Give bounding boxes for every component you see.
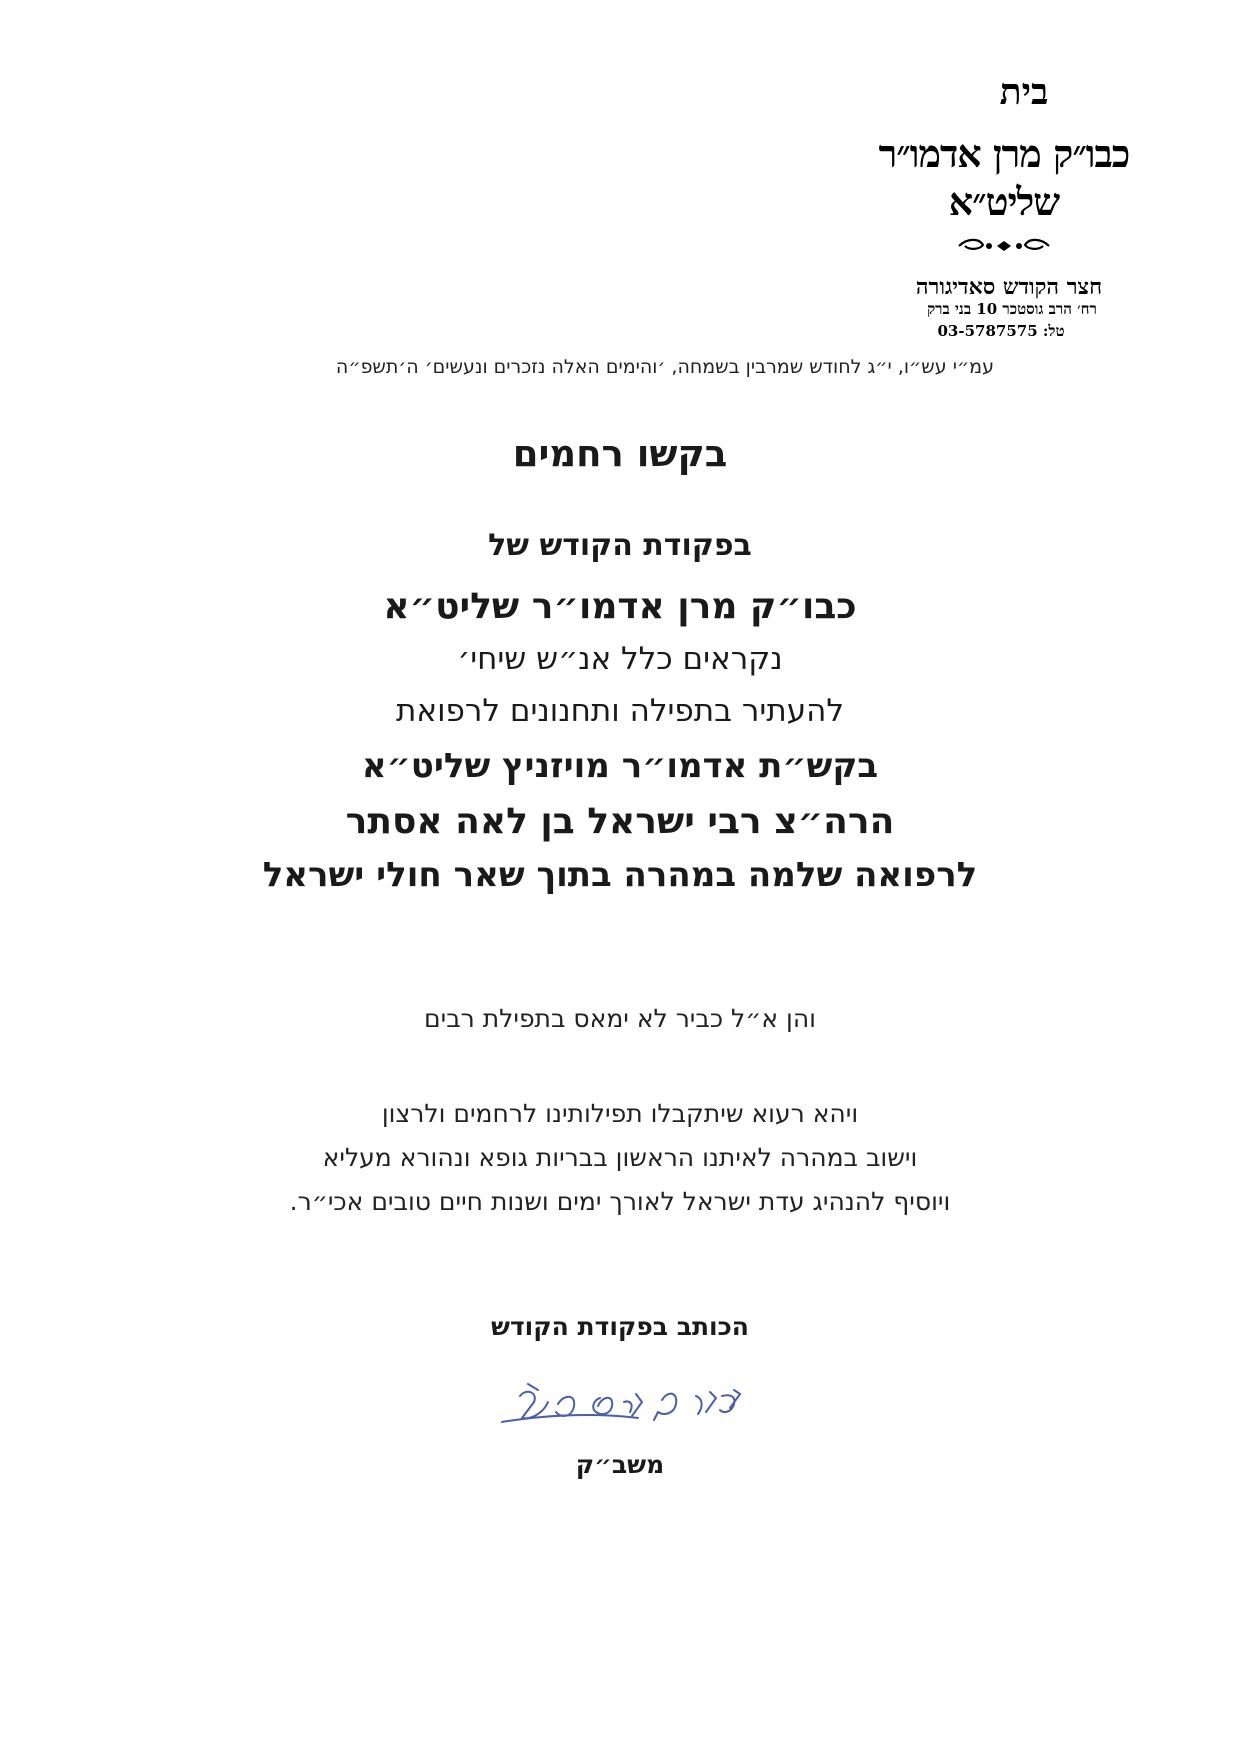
letterhead xyxy=(844,70,1164,342)
letterhead-line-3: חצר הקודש סאדיגורה xyxy=(915,274,1103,300)
letterhead-address: רח׳ הרב גוסטכר 10 בני ברק xyxy=(927,300,1097,318)
main-line-4: להעתיר בתפילה ותחנונים לרפואת xyxy=(396,693,844,729)
section-3-line-3: ויוסיף להנהיג עדת ישראל לאורך ימים ושנות חיים טובים אכי״ר. xyxy=(289,1187,951,1216)
date-line: עמ״י עש״ו, י״ג לחודש שמרבין בשמחה, ׳והימים האלה נזכרים ונעשים׳ ה׳תשפ״ה xyxy=(335,356,994,378)
page-title: בקשו רחמים xyxy=(512,432,728,475)
section-3-line-2: וישוב במהרה לאיתנו הראשון בבריות גופא ונהורא מעליא xyxy=(322,1143,918,1172)
signature-label: הכותב בפקודת הקודש xyxy=(491,1312,749,1341)
main-line-1: בפקודת הקודש של xyxy=(488,528,752,563)
section-2: והן א״ל כביר לא ימאס בתפילת רבים xyxy=(424,1004,816,1033)
main-line-5: בקש״ת אדמו״ר מויזניץ שליט״א xyxy=(361,746,879,786)
handwritten-signature xyxy=(498,1376,750,1446)
ornament-divider-icon xyxy=(844,236,1164,258)
main-block xyxy=(0,526,1240,900)
organization-abbrev: משב״ק xyxy=(575,1450,665,1479)
phone-label: טל: xyxy=(1042,322,1065,340)
section-3-line-1: ויהא רעוא שיתקבלו תפילותינו לרחמים ולרצון xyxy=(381,1099,859,1128)
main-line-2: כבו״ק מרן אדמו״ר שליט״א xyxy=(383,586,857,627)
letterhead-line-1: בית xyxy=(999,71,1049,113)
main-line-7: לרפואה שלמה במהרה בתוך שאר חולי ישראל xyxy=(262,855,978,895)
letterhead-line-2: כבו״ק מרן אדמו״ר שליט״א xyxy=(878,131,1130,224)
section-3 xyxy=(0,1092,1240,1224)
phone-number: 03-5787575 xyxy=(937,322,1038,340)
letterhead-phone xyxy=(844,320,1158,342)
main-line-3: נקראים כלל אנ״ש שיחי׳ xyxy=(457,641,783,677)
main-line-6: הרה״צ רבי ישראל בן לאה אסתר xyxy=(345,801,895,842)
